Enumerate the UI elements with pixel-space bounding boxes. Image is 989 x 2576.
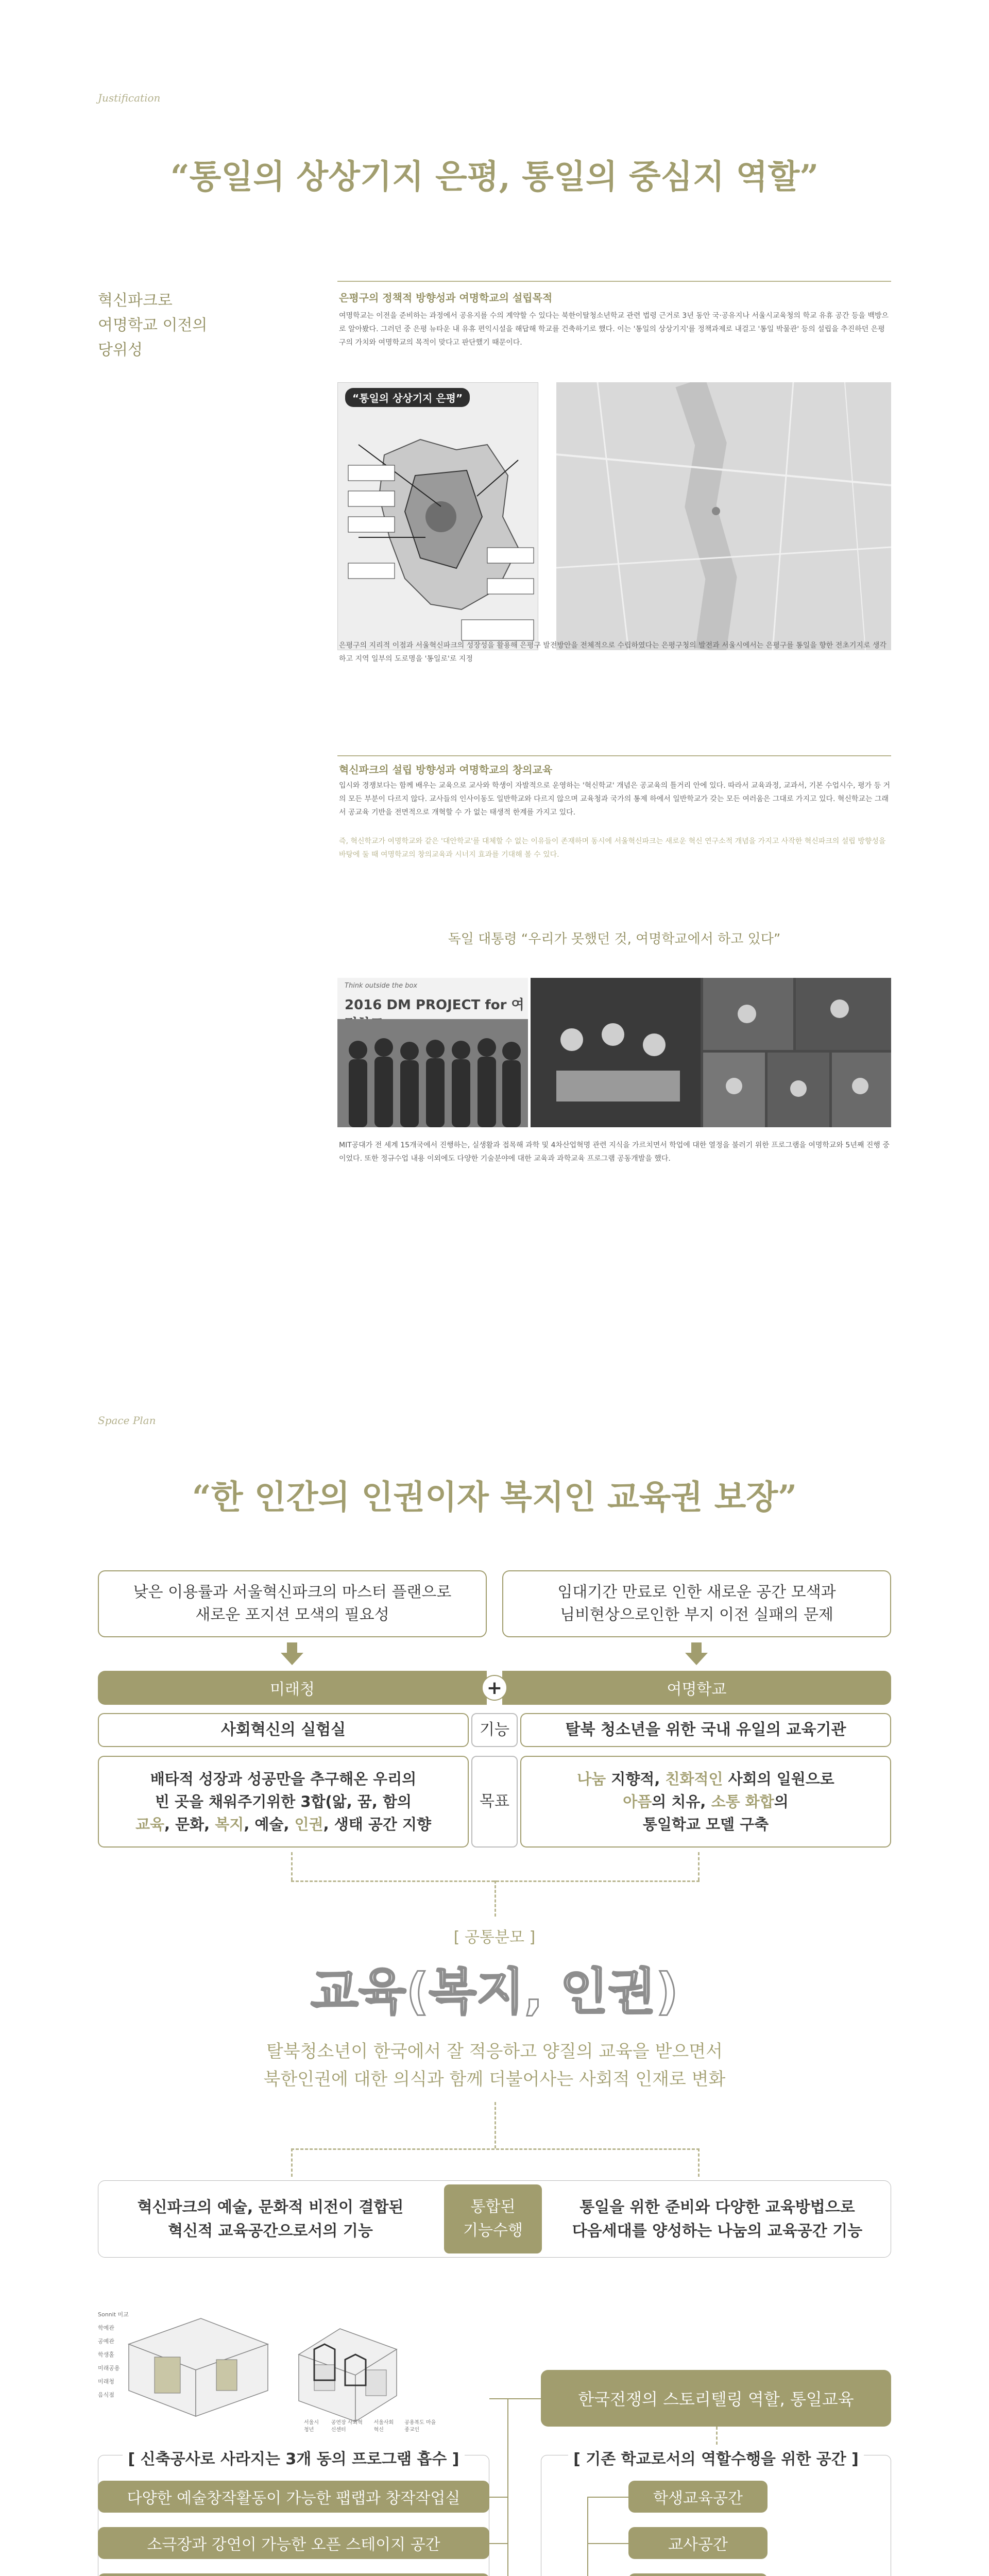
map-illustration (338, 383, 538, 650)
org-mirae: 미래청 (98, 1671, 487, 1705)
problem-line: 임대기간 만료로 인한 새로운 공간 모색과 (557, 1583, 836, 1601)
goal-line: 통일학교 모델 구축 (642, 1816, 769, 1833)
program-recycling (98, 2573, 489, 2576)
org-yeomyung: 여명학교 (502, 1671, 891, 1705)
axon-label: 미래청 (98, 2378, 114, 2385)
left-problem-box (98, 1570, 487, 1637)
axon-bottom-labels (304, 2419, 438, 2434)
common-title: 교육(복지, 인권) (310, 1963, 679, 2021)
right-group-title-wrap (541, 2445, 891, 2470)
axonometric-illustration (98, 2298, 438, 2437)
text: 지향적, (606, 1770, 666, 1788)
block3-caption: MIT공대가 전 세계 15개국에서 진행하는, 실생활과 접목해 과학 및 4차산업혁명 관련 지식을 가르치면서 학업에 대한 열정을 불러기 위한 프로그램을 여명학교와 5년째 진행 중이었다. 또한 정규수업 내용 이외에도 다양한 기술분야에 대한 교육과 과학교육 프로그램 공동개발을 했다. (339, 1141, 890, 1163)
goal-line (577, 1768, 834, 1790)
axon-label: 서울사회혁신 (373, 2420, 394, 2433)
highlight: 친화적인 (665, 1770, 723, 1788)
text: , 문화, (164, 1816, 215, 1833)
integrated-line: 혁신파크의 예술, 문화적 비전이 결합된 (137, 2198, 404, 2216)
text: 의 치유, (652, 1793, 711, 1810)
right-group-title: [ 기존 학교로서의 역할수행을 위한 공간 ] (568, 2446, 864, 2469)
left-goal (98, 1756, 469, 1848)
side-title-line: 혁신파크로 (98, 292, 173, 310)
connector (489, 2543, 507, 2544)
block3-quote: 독일 대통령 “우리가 못했던 것, 여명학교에서 하고 있다” (448, 931, 781, 947)
highlight: 인권 (294, 1816, 323, 1833)
connector (716, 2427, 718, 2445)
block2-title: 혁신파크의 설립 방향성과 여명학교의 창의교육 (339, 764, 553, 776)
problem-line: 님비현상으로인한 부지 이전 실패의 문제 (560, 1606, 833, 1624)
connector (291, 2148, 293, 2177)
left-group-title-wrap (98, 2445, 489, 2470)
group-photo-illustration (337, 1019, 528, 1127)
integrated-center-line: 기능수행 (463, 2222, 523, 2240)
axon-label: 학예관 (98, 2325, 114, 2331)
dm-project-photo (337, 978, 528, 1127)
connector (507, 2398, 508, 2576)
common-label: [ 공통분모 ] (453, 1928, 536, 1946)
map-label: “통일의 상상기지 은평” (345, 388, 470, 407)
area-map-illustration (556, 382, 891, 650)
connector (291, 1852, 293, 1880)
space-student: 학생교육공간 (628, 2481, 768, 2513)
area-map (556, 382, 891, 650)
down-arrow-icon (281, 1642, 303, 1665)
connector (698, 2148, 700, 2177)
connector (291, 2148, 700, 2150)
integrated-left (103, 2187, 438, 2251)
connector (587, 2497, 588, 2576)
integrated-right (549, 2187, 886, 2251)
divider (337, 755, 891, 756)
connector (698, 1852, 700, 1880)
goal-line: 빈 곳을 채워주기위한 3합(앎, 꿈, 함의 (155, 1793, 412, 1810)
connector (494, 1880, 496, 1917)
axon-label: 미래공용 (98, 2365, 120, 2371)
block2-body: 입시와 경쟁보다는 함께 배우는 교육으로 교사와 학생이 자발적으로 운영하는 '혁신학교' 개념은 공교육의 틀거리 안에 있다. 따라서 교육과정, 교과서, 기본 수업시수, 평가 등 거의 모든 부분이 다르지 않다. 교사들의 인사이동도 일반학교와 다르지 않으며 교육청과 국가의 통제 하에서 일반학교가 갖는 모든 여러움은 그대로 가지고 있다. 혁신학교는 그래서 공교육 기반을 전면적으로 개혁할 수 가 없는 태생적 한계를 가지고 있다. (339, 782, 891, 817)
function-label: 기능 (471, 1713, 518, 1747)
highlight: 복지 (215, 1816, 244, 1833)
axon-label: 학생홀 (98, 2351, 114, 2358)
goal-line (623, 1790, 788, 1813)
integrated-line: 통일을 위한 준비와 다양한 교육방법으로 (579, 2198, 855, 2216)
text: , 예술, (244, 1816, 295, 1833)
side-title-line: 당위성 (98, 341, 143, 359)
program-open-stage: 소극장과 강연이 가능한 오픈 스테이지 공간 (98, 2527, 489, 2559)
common-desc-line: 탈북청소년이 한국에서 잘 적응하고 양질의 교육을 받으면서 (266, 2041, 723, 2062)
goal-line (135, 1813, 431, 1836)
down-arrow-icon (685, 1642, 708, 1665)
highlight: 나눔 (577, 1770, 606, 1788)
photo-label-small: Think outside the box (345, 982, 418, 990)
korean-war-box: 한국전쟁의 스토리텔링 역할, 통일교육 (541, 2370, 891, 2427)
classroom-collage (531, 978, 891, 1127)
section-tag-justification: Justification (98, 92, 161, 104)
integrated-center (444, 2184, 542, 2253)
integrated-line: 혁신적 교육공간으로서의 기능 (168, 2222, 373, 2240)
eunpyeong-map (337, 382, 538, 650)
side-title (98, 289, 207, 363)
common-desc-line: 북한인권에 대한 의식과 함께 더불어사는 사회적 인재로 변화 (263, 2069, 726, 2090)
block1-title: 은평구의 정책적 방향성과 여명학교의 설립목적 (339, 292, 553, 304)
left-group-title: [ 신축공사로 사라지는 3개 동의 프로그램 흡수 ] (123, 2446, 464, 2469)
plus-icon: + (482, 1675, 507, 1701)
axon-label: 공예관 (98, 2338, 114, 2345)
axon-label: 공용복도 마을종교인 (404, 2420, 436, 2433)
integrated-center-line: 통합된 (470, 2198, 516, 2216)
left-function: 사회혁신의 실험실 (98, 1713, 469, 1747)
right-function: 탈북 청소년을 위한 국내 유일의 교육기관 (520, 1713, 891, 1747)
block2-note: 즉, 혁신학교가 여명학교와 같은 '대안학교'를 대체할 수 없는 이유들이 존재하며 동시에 서울혁신파크는 새로운 혁신 연구소적 개념을 가지고 사작한 혁신파크의 설립 방향성을 바탕에 둘 때 여명학교의 창의교육과 시너지 효과를 기대해 볼 수 있다. (339, 837, 886, 859)
connector (489, 2497, 507, 2498)
divider (337, 281, 891, 282)
axonometric-drawing (98, 2298, 438, 2437)
space-teacher: 교사공간 (628, 2527, 768, 2559)
connector (587, 2497, 628, 2498)
justification-quote: “통일의 상상기지 은평, 통일의 중심지 역할” (170, 158, 819, 196)
section-tag-space-plan: Space Plan (98, 1414, 156, 1427)
text: 사회의 일원으로 (723, 1770, 834, 1788)
axon-label: 서울시청년 (304, 2420, 319, 2433)
right-problem-box (502, 1570, 891, 1637)
connector (494, 2102, 496, 2148)
goal-label: 목표 (471, 1756, 518, 1848)
text: 의 (774, 1793, 789, 1810)
highlight: 아픔 (623, 1793, 652, 1810)
space-plan-quote: “한 인간의 인권이자 복지인 교육권 보장” (192, 1478, 797, 1517)
block1-caption: 은평구의 지리적 이점과 서울혁신파크의 성장성을 활용해 은평구 발전방안을 전체적으로 수립하였다는 은평구청의 발전과 서울시에서는 은평구를 통일을 향한 전초기지로 생각하고 지역 일부의 도로명을 '통일로'로 지정 (339, 641, 886, 663)
axon-label: 공연장 사회혁신센터 (331, 2420, 363, 2433)
text: , 생태 공간 지향 (323, 1816, 431, 1833)
axon-label: Sonnit 미교 (98, 2311, 129, 2318)
common-desc (0, 2038, 989, 2093)
right-goal (520, 1756, 891, 1848)
axon-label: 음식점 (98, 2392, 114, 2398)
axon-labels (98, 2308, 129, 2402)
integrated-line: 다음세대를 양성하는 나눔의 교육공간 기능 (572, 2222, 863, 2240)
block1-body: 여명학교는 이전을 준비하는 과정에서 공유지를 수의 계약할 수 있다는 북한이탈청소년학교 관련 법령 근거로 3년 동안 국·공유지나 서울시교육청의 학교 유휴 공간 등을 백방으로 알아봤다. 그러던 중 은평 뉴타운 내 유휴 편익시설을 해답해 학교를 건축하기로 했다. 이는 '통일의 상상기지'를 정책과제로 내걸고 '통일 박물관' 등의 설립을 추진하던 은평구의 가치와 여명학교의 목적이 맞다고 판단했기 때문이다. (339, 312, 889, 347)
goal-line: 배타적 성장과 성공만을 추구해온 우리의 (150, 1770, 417, 1788)
photo-label-big: 2016 DM PROJECT for 여 (345, 997, 524, 1013)
highlight: 소통 화합 (711, 1793, 774, 1810)
problem-line: 낮은 이용률과 서울혁신파크의 마스터 플랜으로 (133, 1583, 452, 1601)
space-lounge (628, 2573, 768, 2576)
side-title-line: 여명학교 이전의 (98, 316, 208, 334)
program-fablab: 다양한 예술창작활동이 가능한 팹랩과 창작작업실 (98, 2481, 489, 2513)
connector (489, 2398, 541, 2399)
problem-line: 새로운 포지션 모색의 필요성 (195, 1606, 389, 1624)
collage-illustration (531, 978, 891, 1127)
highlight: 교육 (135, 1816, 165, 1833)
connector (587, 2543, 628, 2544)
